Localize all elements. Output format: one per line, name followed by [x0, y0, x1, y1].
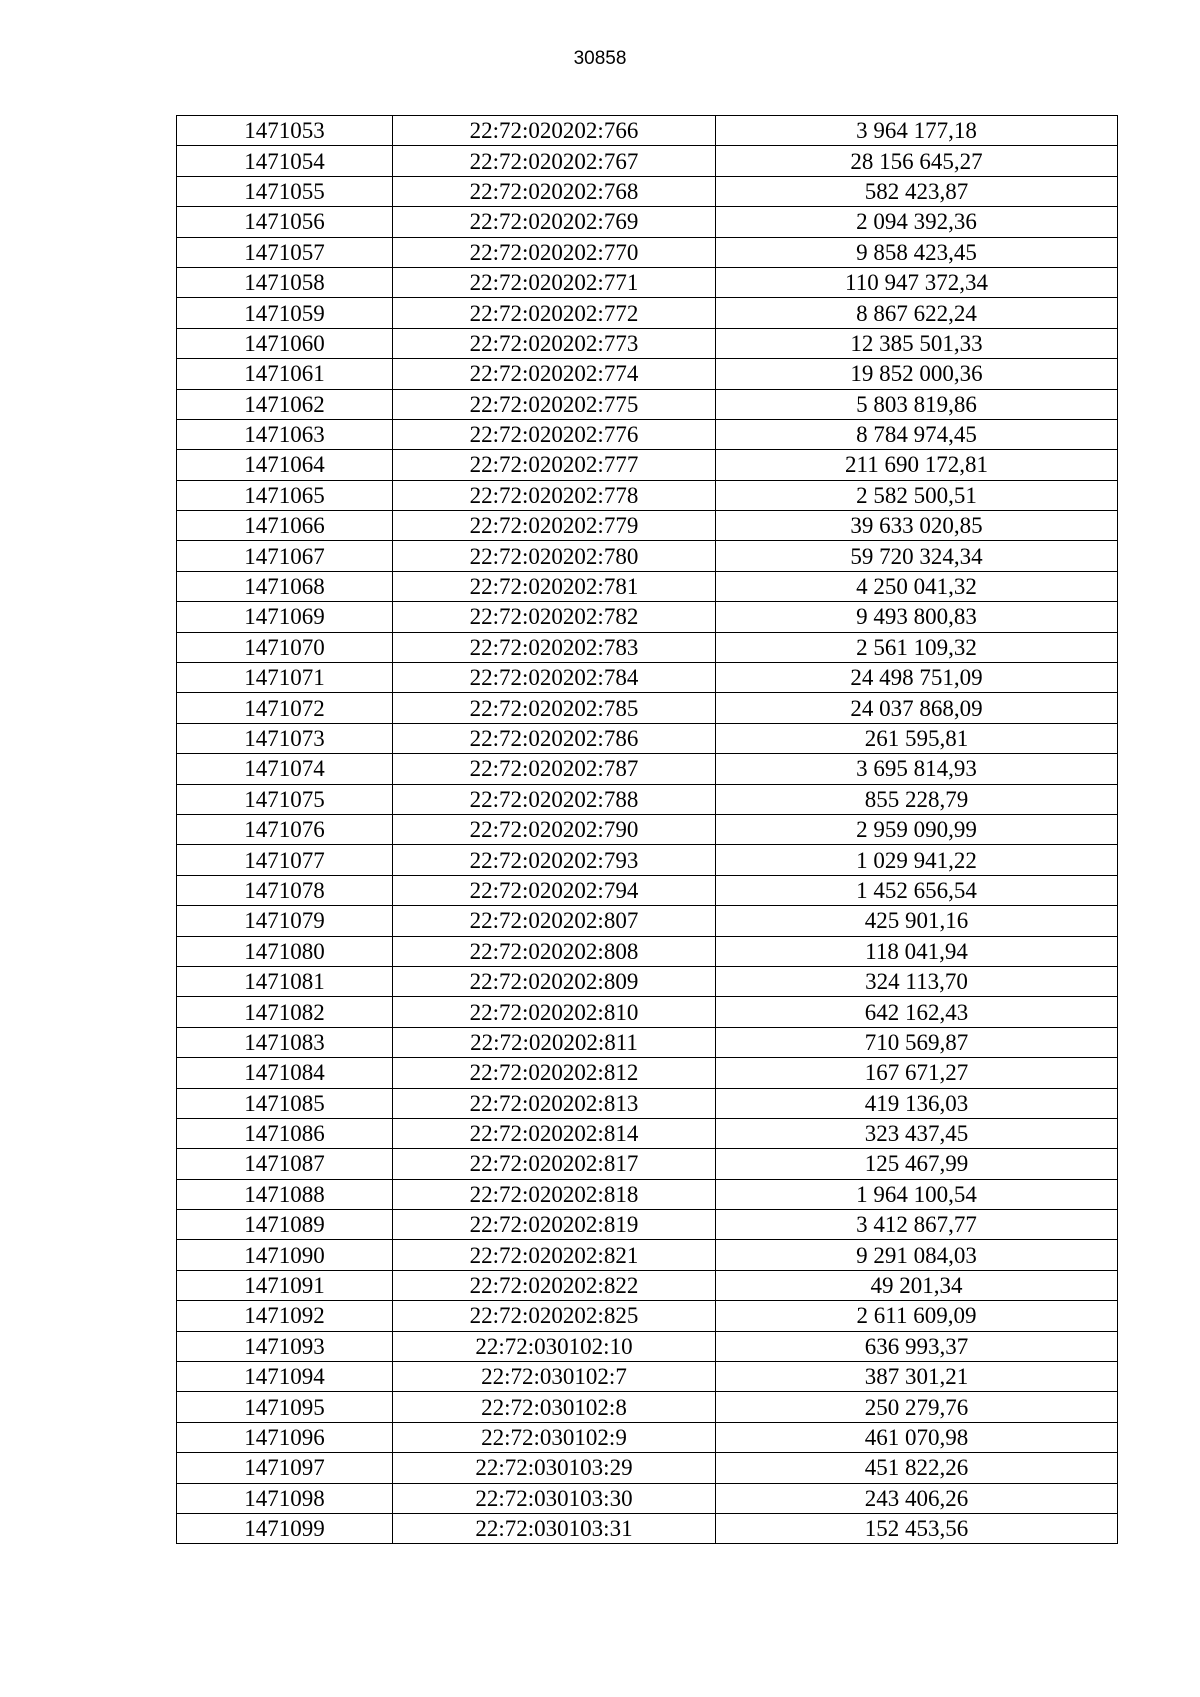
cadastral-number-cell: 22:72:020202:786 [393, 723, 716, 753]
table-row [177, 693, 1118, 723]
cadastral-number-cell: 22:72:020202:822 [393, 1270, 716, 1300]
row-number-cell: 1471075 [177, 784, 393, 814]
cadastral-number-cell: 22:72:020202:818 [393, 1179, 716, 1209]
table-row [177, 1422, 1118, 1452]
cadastral-number-cell: 22:72:020202:775 [393, 389, 716, 419]
cadastral-value-cell: 250 279,76 [716, 1392, 1118, 1422]
row-number-cell: 1471080 [177, 936, 393, 966]
cadastral-number-cell: 22:72:020202:808 [393, 936, 716, 966]
row-number-cell: 1471056 [177, 207, 393, 237]
cadastral-value-cell: 2 094 392,36 [716, 207, 1118, 237]
row-number-cell: 1471093 [177, 1331, 393, 1361]
table-row [177, 663, 1118, 693]
table-row [177, 997, 1118, 1027]
table-row [177, 875, 1118, 905]
cadastral-value-cell: 1 452 656,54 [716, 875, 1118, 905]
cadastral-value-cell: 2 561 109,32 [716, 632, 1118, 662]
cadastral-value-cell: 425 901,16 [716, 906, 1118, 936]
cadastral-number-cell: 22:72:020202:807 [393, 906, 716, 936]
row-number-cell: 1471074 [177, 754, 393, 784]
cadastral-number-cell: 22:72:020202:776 [393, 419, 716, 449]
row-number-cell: 1471072 [177, 693, 393, 723]
page-number: 30858 [573, 48, 627, 69]
row-number-cell: 1471083 [177, 1027, 393, 1057]
table-row [177, 1088, 1118, 1118]
cadastral-number-cell: 22:72:020202:814 [393, 1118, 716, 1148]
cadastral-number-cell: 22:72:020202:790 [393, 814, 716, 844]
cadastral-number-cell: 22:72:020202:784 [393, 663, 716, 693]
cadastral-number-cell: 22:72:020202:788 [393, 784, 716, 814]
cadastral-number-cell: 22:72:020202:819 [393, 1210, 716, 1240]
table-row [177, 450, 1118, 480]
cadastral-number-cell: 22:72:030103:29 [393, 1453, 716, 1483]
table-row [177, 1149, 1118, 1179]
cadastral-value-cell: 2 611 609,09 [716, 1301, 1118, 1331]
cadastral-value-cell: 451 822,26 [716, 1453, 1118, 1483]
cadastral-number-cell: 22:72:020202:771 [393, 267, 716, 297]
table-row [177, 1240, 1118, 1270]
cadastral-number-cell: 22:72:030102:7 [393, 1362, 716, 1392]
table-row [177, 1301, 1118, 1331]
cadastral-number-cell: 22:72:020202:817 [393, 1149, 716, 1179]
row-number-cell: 1471062 [177, 389, 393, 419]
row-number-cell: 1471088 [177, 1179, 393, 1209]
cadastral-number-cell: 22:72:020202:787 [393, 754, 716, 784]
cadastral-value-cell: 387 301,21 [716, 1362, 1118, 1392]
cadastral-value-cell: 642 162,43 [716, 997, 1118, 1027]
cadastral-value-cell: 2 582 500,51 [716, 480, 1118, 510]
table-row [177, 1331, 1118, 1361]
cadastral-value-cell: 3 412 867,77 [716, 1210, 1118, 1240]
cadastral-value-cell: 167 671,27 [716, 1058, 1118, 1088]
row-number-cell: 1471095 [177, 1392, 393, 1422]
cadastral-number-cell: 22:72:020202:770 [393, 237, 716, 267]
table-row [177, 480, 1118, 510]
cadastral-number-cell: 22:72:020202:809 [393, 966, 716, 996]
cadastral-number-cell: 22:72:020202:773 [393, 328, 716, 358]
table-row [177, 419, 1118, 449]
table-row [177, 511, 1118, 541]
table-row [177, 571, 1118, 601]
cadastral-value-cell: 152 453,56 [716, 1513, 1118, 1543]
table-row [177, 1058, 1118, 1088]
row-number-cell: 1471065 [177, 480, 393, 510]
row-number-cell: 1471071 [177, 663, 393, 693]
cadastral-value-table [176, 115, 1118, 1544]
cadastral-value-cell: 636 993,37 [716, 1331, 1118, 1361]
cadastral-value-cell: 211 690 172,81 [716, 450, 1118, 480]
cadastral-value-cell: 5 803 819,86 [716, 389, 1118, 419]
cadastral-number-cell: 22:72:020202:768 [393, 176, 716, 206]
cadastral-value-cell: 1 029 941,22 [716, 845, 1118, 875]
table-row [177, 1453, 1118, 1483]
cadastral-number-cell: 22:72:020202:772 [393, 298, 716, 328]
cadastral-value-cell: 24 037 868,09 [716, 693, 1118, 723]
cadastral-value-cell: 419 136,03 [716, 1088, 1118, 1118]
cadastral-value-cell: 39 633 020,85 [716, 511, 1118, 541]
table-row [177, 176, 1118, 206]
cadastral-value-cell: 710 569,87 [716, 1027, 1118, 1057]
row-number-cell: 1471057 [177, 237, 393, 267]
row-number-cell: 1471099 [177, 1513, 393, 1543]
row-number-cell: 1471097 [177, 1453, 393, 1483]
table-row [177, 389, 1118, 419]
row-number-cell: 1471073 [177, 723, 393, 753]
cadastral-value-cell: 582 423,87 [716, 176, 1118, 206]
cadastral-value-cell: 19 852 000,36 [716, 359, 1118, 389]
cadastral-value-cell: 8 867 622,24 [716, 298, 1118, 328]
cadastral-number-cell: 22:72:020202:783 [393, 632, 716, 662]
cadastral-value-cell: 118 041,94 [716, 936, 1118, 966]
cadastral-value-cell: 3 695 814,93 [716, 754, 1118, 784]
table-row [177, 1362, 1118, 1392]
table-row [177, 298, 1118, 328]
cadastral-value-cell: 855 228,79 [716, 784, 1118, 814]
table-row [177, 632, 1118, 662]
table-row [177, 116, 1118, 146]
cadastral-number-cell: 22:72:030103:31 [393, 1513, 716, 1543]
row-number-cell: 1471084 [177, 1058, 393, 1088]
cadastral-number-cell: 22:72:020202:781 [393, 571, 716, 601]
cadastral-value-cell: 12 385 501,33 [716, 328, 1118, 358]
table-row [177, 936, 1118, 966]
table-row [177, 1513, 1118, 1543]
table-body [177, 116, 1118, 1544]
row-number-cell: 1471081 [177, 966, 393, 996]
cadastral-value-cell: 24 498 751,09 [716, 663, 1118, 693]
cadastral-number-cell: 22:72:030103:30 [393, 1483, 716, 1513]
row-number-cell: 1471061 [177, 359, 393, 389]
table-row [177, 784, 1118, 814]
row-number-cell: 1471054 [177, 146, 393, 176]
cadastral-value-cell: 324 113,70 [716, 966, 1118, 996]
row-number-cell: 1471079 [177, 906, 393, 936]
table-row [177, 602, 1118, 632]
cadastral-number-cell: 22:72:020202:811 [393, 1027, 716, 1057]
table-row [177, 328, 1118, 358]
row-number-cell: 1471078 [177, 875, 393, 905]
cadastral-number-cell: 22:72:030102:10 [393, 1331, 716, 1361]
cadastral-number-cell: 22:72:020202:766 [393, 116, 716, 146]
row-number-cell: 1471094 [177, 1362, 393, 1392]
cadastral-number-cell: 22:72:020202:810 [393, 997, 716, 1027]
table-row [177, 1210, 1118, 1240]
table-row [177, 1270, 1118, 1300]
cadastral-value-cell: 3 964 177,18 [716, 116, 1118, 146]
table-row [177, 966, 1118, 996]
row-number-cell: 1471092 [177, 1301, 393, 1331]
row-number-cell: 1471085 [177, 1088, 393, 1118]
table-row [177, 1483, 1118, 1513]
cadastral-number-cell: 22:72:020202:825 [393, 1301, 716, 1331]
cadastral-number-cell: 22:72:020202:793 [393, 845, 716, 875]
cadastral-value-cell: 243 406,26 [716, 1483, 1118, 1513]
cadastral-number-cell: 22:72:020202:821 [393, 1240, 716, 1270]
row-number-cell: 1471090 [177, 1240, 393, 1270]
table-row [177, 906, 1118, 936]
cadastral-value-cell: 9 493 800,83 [716, 602, 1118, 632]
row-number-cell: 1471069 [177, 602, 393, 632]
cadastral-number-cell: 22:72:020202:779 [393, 511, 716, 541]
cadastral-number-cell: 22:72:020202:785 [393, 693, 716, 723]
row-number-cell: 1471053 [177, 116, 393, 146]
table-row [177, 1392, 1118, 1422]
cadastral-value-cell: 9 858 423,45 [716, 237, 1118, 267]
cadastral-value-cell: 4 250 041,32 [716, 571, 1118, 601]
cadastral-number-cell: 22:72:020202:777 [393, 450, 716, 480]
cadastral-number-cell: 22:72:020202:813 [393, 1088, 716, 1118]
cadastral-value-cell: 2 959 090,99 [716, 814, 1118, 844]
cadastral-number-cell: 22:72:020202:767 [393, 146, 716, 176]
table-row [177, 237, 1118, 267]
table-row [177, 1118, 1118, 1148]
row-number-cell: 1471070 [177, 632, 393, 662]
cadastral-number-cell: 22:72:020202:769 [393, 207, 716, 237]
cadastral-value-cell: 28 156 645,27 [716, 146, 1118, 176]
cadastral-value-cell: 461 070,98 [716, 1422, 1118, 1452]
cadastral-number-cell: 22:72:020202:778 [393, 480, 716, 510]
row-number-cell: 1471058 [177, 267, 393, 297]
row-number-cell: 1471087 [177, 1149, 393, 1179]
row-number-cell: 1471076 [177, 814, 393, 844]
row-number-cell: 1471066 [177, 511, 393, 541]
row-number-cell: 1471086 [177, 1118, 393, 1148]
cadastral-value-cell: 1 964 100,54 [716, 1179, 1118, 1209]
cadastral-number-cell: 22:72:020202:780 [393, 541, 716, 571]
cadastral-value-cell: 9 291 084,03 [716, 1240, 1118, 1270]
row-number-cell: 1471055 [177, 176, 393, 206]
row-number-cell: 1471064 [177, 450, 393, 480]
table-row [177, 723, 1118, 753]
table-row [177, 1027, 1118, 1057]
row-number-cell: 1471091 [177, 1270, 393, 1300]
cadastral-number-cell: 22:72:030102:9 [393, 1422, 716, 1452]
row-number-cell: 1471068 [177, 571, 393, 601]
table-row [177, 541, 1118, 571]
row-number-cell: 1471060 [177, 328, 393, 358]
cadastral-value-cell: 125 467,99 [716, 1149, 1118, 1179]
table-row [177, 1179, 1118, 1209]
table-row [177, 814, 1118, 844]
row-number-cell: 1471098 [177, 1483, 393, 1513]
row-number-cell: 1471059 [177, 298, 393, 328]
row-number-cell: 1471082 [177, 997, 393, 1027]
cadastral-number-cell: 22:72:030102:8 [393, 1392, 716, 1422]
table-row [177, 267, 1118, 297]
row-number-cell: 1471077 [177, 845, 393, 875]
cadastral-number-cell: 22:72:020202:812 [393, 1058, 716, 1088]
cadastral-value-cell: 8 784 974,45 [716, 419, 1118, 449]
cadastral-value-cell: 261 595,81 [716, 723, 1118, 753]
row-number-cell: 1471067 [177, 541, 393, 571]
table-row [177, 359, 1118, 389]
cadastral-value-cell: 323 437,45 [716, 1118, 1118, 1148]
table-row [177, 207, 1118, 237]
cadastral-value-cell: 110 947 372,34 [716, 267, 1118, 297]
row-number-cell: 1471096 [177, 1422, 393, 1452]
table-row [177, 754, 1118, 784]
cadastral-value-cell: 59 720 324,34 [716, 541, 1118, 571]
table-row [177, 845, 1118, 875]
cadastral-number-cell: 22:72:020202:794 [393, 875, 716, 905]
table-row [177, 146, 1118, 176]
row-number-cell: 1471063 [177, 419, 393, 449]
cadastral-number-cell: 22:72:020202:774 [393, 359, 716, 389]
row-number-cell: 1471089 [177, 1210, 393, 1240]
cadastral-value-cell: 49 201,34 [716, 1270, 1118, 1300]
cadastral-number-cell: 22:72:020202:782 [393, 602, 716, 632]
